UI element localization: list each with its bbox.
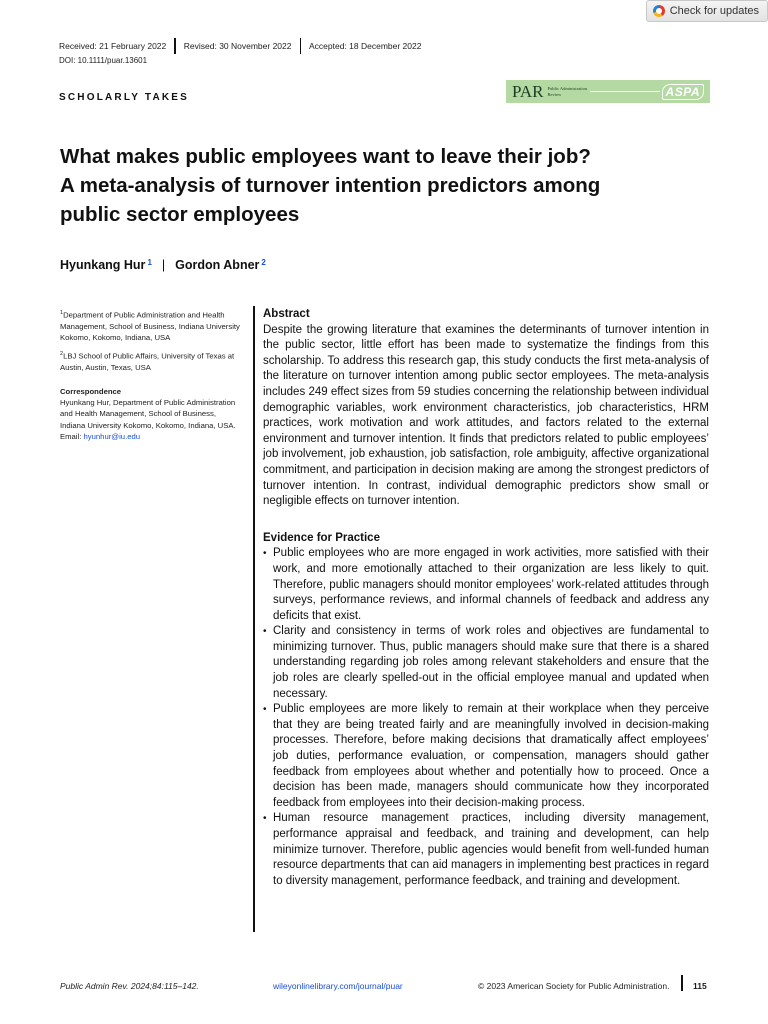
abstract-heading: Abstract xyxy=(263,308,310,320)
author-name: Gordon Abner xyxy=(175,258,260,272)
date-separator xyxy=(300,38,302,54)
page-number: 115 xyxy=(693,981,707,991)
title-line: What makes public employees want to leave their job? xyxy=(60,145,591,168)
title-line: public sector employees xyxy=(60,203,300,226)
journal-logo-main: PAR xyxy=(512,81,544,101)
author-separator: | xyxy=(161,258,166,272)
title-line: A meta-analysis of turnover intention predictors among xyxy=(60,174,601,197)
section-kicker: SCHOLARLY TAKES xyxy=(59,92,190,103)
received-date: Received: 21 February 2022 xyxy=(59,41,167,51)
abstract-text: Despite the growing literature that examines the determinants of turnover intention in the public sector, little effort has been made to systematize the findings from this scholarship. To address this research gap, this study conducts the first meta-analysis of the literature on turnover intention among public sector employees. The meta-analysis includes 249 effect sizes from 59 studies concerning the relationship between individual demographic variables, work environment characteristics, job characteristics, HRM practices, work motivation and work attitudes, and factors related to the external environment and turnover intention. It finds that predictors related to public employees’ job involvement, job exhaustion, job satisfaction, role ambiguity, affective organizational commitment, and participation in decision making are among the strongest predictors of turnover intention. In contrast, individual demographic predictors show small or negligible effects on turnover intention. xyxy=(263,323,709,508)
revised-date: Revised: 30 November 2022 xyxy=(183,41,292,51)
aspa-logo: ASPA xyxy=(662,84,704,100)
author-name: Hyunkang Hur xyxy=(60,258,146,272)
email-label: Email: xyxy=(60,431,82,441)
logo-divider xyxy=(590,91,660,92)
footer-separator xyxy=(681,975,683,991)
evidence-item: • Public employees who are more engaged in work activities, more satisfied with their work, and more emotionally attached to their organization are less likely to quit. Therefore, public managers should monitor employees’ work-related attitudes through surveys, performance reviews, and informal channels of feedback and address any deficits that exist. xyxy=(263,546,709,624)
accepted-date: Accepted: 18 December 2022 xyxy=(309,41,422,51)
article-dates xyxy=(59,38,421,54)
journal-logo xyxy=(506,80,710,103)
author-list xyxy=(60,258,266,272)
correspondence-text: Hyunkang Hur, Department of Public Administration and Health Management, School of Business, Indiana University Kokomo, Kokomo, Indiana, USA. Email: hyunhur@iu.edu xyxy=(60,397,236,441)
affiliations-column xyxy=(60,308,242,442)
journal-logo-sub: Public Administration Review xyxy=(547,86,588,97)
check-for-updates-label: Check for updates xyxy=(669,5,759,17)
email-link[interactable]: hyunhur@iu.edu xyxy=(83,431,141,441)
doi: DOI: 10.1111/puar.13601 xyxy=(59,56,148,65)
article-title xyxy=(60,142,700,229)
affiliation: $^1$Department of Public Administration and Health Management, School of Business, Indiana University Kokomo, Kokomo, Indiana, USA xyxy=(60,310,240,343)
evidence-item: • Public employees are more likely to remain at their workplace when they perceive that they are being treated fairly and are meaningfully involved in decision-making processes. Therefore, before making decisions that dramatically affect employees’ job duties, performance evaluation, or compensation, managers should gather feedback from employees about whether and potentially how to proceed. Once a decision has been made, managers should communicate how they incorporated feedback from employees into their decision-making process. xyxy=(263,702,709,811)
date-separator xyxy=(174,38,176,54)
affiliation: $^2$LBJ School of Public Affairs, University of Texas at Austin, Austin, Texas, USA xyxy=(60,351,235,373)
evidence-list xyxy=(263,546,709,889)
evidence-item: • Clarity and consistency in terms of work roles and objectives are fundamental to minimizing turnover. Thus, public managers should make sure that there is a shared understanding regarding job roles among relevant stakeholders and ensure that the job roles are clearly spelled-out in the official employee manual and updated when necessary. xyxy=(263,624,709,702)
correspondence-heading: Correspondence xyxy=(60,386,122,396)
author-affiliation-link[interactable]: 2 xyxy=(261,257,266,267)
column-divider xyxy=(253,306,255,932)
evidence-heading: Evidence for Practice xyxy=(263,531,380,544)
footer-citation: Public Admin Rev. 2024;84:115–142. xyxy=(60,981,199,991)
crossmark-icon xyxy=(653,5,665,17)
author-affiliation-link[interactable]: 1 xyxy=(147,257,152,267)
footer-copyright: © 2023 American Society for Public Administration. xyxy=(478,981,670,991)
evidence-item: • Human resource management practices, including diversity management, performance appraisal and feedback, and training and development, can help minimize turnover. Therefore, public agencies would benefit from well-funded human resource departments that can aid managers in implementing best practices in regard to diversity management, performance feedback, and training and development. xyxy=(263,811,709,889)
footer-journal-link[interactable]: wileyonlinelibrary.com/journal/puar xyxy=(273,981,403,991)
main-column xyxy=(263,307,709,889)
check-for-updates-button[interactable] xyxy=(646,0,768,22)
